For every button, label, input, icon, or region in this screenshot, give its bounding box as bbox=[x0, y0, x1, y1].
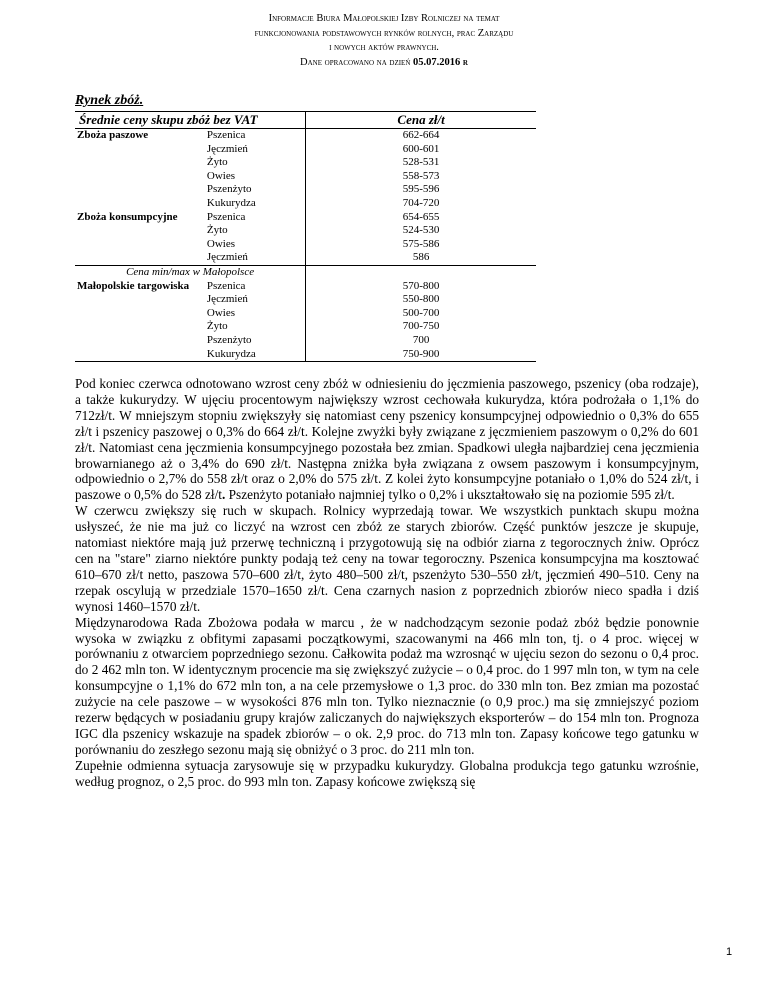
grain-name: Owies bbox=[206, 237, 236, 250]
header-line-4 bbox=[0, 56, 768, 71]
minmax-header-row bbox=[75, 265, 536, 279]
table-header-row bbox=[75, 112, 536, 129]
paragraph-1: Pod koniec czerwca odnotowano wzrost ceny zbóż w odniesieniu do jęczmienia paszowego, pszenicy (oba rodzaje), a także kukurydzy. W ujęciu procentowym największy wzrost cechowała kukurydza, która podrożała o 1,1% do 712zł/t. W mniejszym stopniu zwiększyły się natomiast ceny pszenicy konsumpcyjnej odpowiednio o 0,3% do 655 zł/t i pszenicy paszowej o 0,3% do 664 zł/t. Kolejne zwyżki były związane z jęczmieniem paszowym o 0,2% do 601 zł/t. Natomiast cena jęczmienia konsumpcyjnego pozostała bez zmian. Spadkowi uległa najbardziej cena jęczmienia browarnianego aż o 3,4% do 690 zł/t. Następna zniżka była związana z owsem paszowym i konsumpcyjnym, odpowiednio o 2,7% do 558 zł/t oraz o 2,0% do 575 zł/t. Z kolei żyto konsumpcyjne potaniało o 1,0% do 524 zł/t, i paszowe o 0,5% do 528 zł/t. Pszenżyto potaniało najmniej tylko o 0,2% i ukształtowało się na poziomie 595 zł/t. bbox=[75, 376, 699, 503]
grain-price: 704-720 bbox=[306, 197, 536, 211]
section-title: Rynek zbóż. bbox=[75, 93, 144, 108]
grain-name: Pszenica bbox=[206, 129, 246, 141]
grain-name: Pszenica bbox=[206, 210, 246, 223]
grain-name: Kukurydza bbox=[205, 348, 306, 362]
table-row bbox=[75, 183, 536, 197]
minmax-header: Cena min/max w Małopolsce bbox=[75, 265, 306, 279]
group-name: Zboża paszowe bbox=[77, 129, 149, 141]
header-line-3: i nowych aktów prawnych. bbox=[329, 42, 439, 53]
grain-price: 575-586 bbox=[306, 238, 536, 252]
table-row bbox=[75, 334, 536, 348]
table-groups bbox=[75, 129, 536, 266]
table-row bbox=[75, 170, 536, 184]
table-row bbox=[75, 238, 536, 252]
paragraph-2: W czerwcu zwiększy się ruch w skupach. Rolnicy wyprzedają towar. We wszystkich punktach skupu można usłyszeć, że nie ma już co liczyć na wzrost cen zbóż ze starych zbiorów. Część punktów jeszcze je skupuje, natomiast niektóre mają już przerwę techniczną i przygotowują się na odbiór ziarna z tegorocznych żniw. Oprócz cen na "stare" ziarno niektóre punkty podają też ceny na towar tegoroczny. Pszenica konsumpcyjna ma kosztować 610–670 zł/t netto, paszowa 570–600 zł/t, żyto 480–500 zł/t, pszenżyto 530–550 zł/t, jęczmień 490–510. Ceny na rzepak oscylują w przedziale 1570–1650 zł/t. Cena czarnych nasion z poprzednich zbiorów nieco spadła i dziś wynosi 1460–1570 zł/t. bbox=[75, 503, 699, 614]
table-row bbox=[75, 197, 536, 211]
grain-name: Pszenżyto bbox=[206, 333, 252, 346]
grain-price: 528-531 bbox=[306, 156, 536, 170]
grain-name: Owies bbox=[206, 169, 236, 182]
paragraph-4: Zupełnie odmienna sytuacja zarysowuje się w przypadku kukurydzy. Globalna produkcja tego gatunku wzrośnie, według prognoz, o 2,5 proc. do 993 mln ton. Zapasy końcowe zwiększą się bbox=[75, 757, 699, 789]
table-row bbox=[75, 320, 536, 334]
table-row bbox=[75, 224, 536, 238]
grain-name: Jęczmień bbox=[206, 293, 248, 306]
grain-price: 570-800 bbox=[306, 280, 536, 294]
grain-price: 700-750 bbox=[306, 320, 536, 334]
grain-name: Pszenica bbox=[206, 279, 246, 292]
table-row bbox=[75, 129, 536, 143]
table-row bbox=[75, 280, 536, 294]
grain-name: Żyto bbox=[206, 320, 228, 333]
grain-price: 586 bbox=[306, 251, 536, 265]
grain-price: 550-800 bbox=[306, 293, 536, 307]
grain-name: Żyto bbox=[206, 224, 228, 237]
paragraph-3: Międzynarodowa Rada Zbożowa podała w marcu , że w nadchodzącym sezonie podaż zbóż będzie ponownie wysoka w związku z obfitymi zapasami początkowymi, szacowanymi na 466 mln ton, tj. o 4 proc. więcej w porównaniu z otwarciem poprzedniego sezonu. Całkowita podaż ma wzrosnąć w ujęciu sezon do sezonu o 0,4 proc. do 2 462 mln ton. W identycznym procencie ma się zwiększyć zużycie – o 0,4 proc. do 1 997 mln ton, w tym na cele konsumpcyjne o 1,1% do 672 mln ton, a na cele przemysłowe o 1,3 proc. do 330 mln ton. Bez zmian ma pozostać zużycie na cele paszowe – w wysokości 876 mln ton. Tylko nieznacznie (o 0,9 proc.) ma się zmniejszyć poziom rezerw będących w posiadaniu grupy krajów zaliczanych do największych eksporterów – do 154 mln ton. Prognoza IGC dla pszenicy wskazuje na spadek zbiorów – o ok. 2,9 proc. do 713 mln ton. Zapasy końcowe tego gatunku w porównaniu do zeszłego sezonu mają się obniżyć o 3 proc. do 211 mln ton. bbox=[75, 614, 699, 757]
group-name: Małopolskie targowiska bbox=[77, 279, 190, 292]
grain-price: 700 bbox=[306, 334, 536, 348]
table-row bbox=[75, 348, 536, 362]
grain-price: 524-530 bbox=[306, 224, 536, 238]
grain-price: 600-601 bbox=[306, 143, 536, 157]
body-text bbox=[75, 376, 699, 790]
table-header-price: Cena zł/t bbox=[306, 112, 536, 129]
header-date-prefix: Dane opracowano na dzień bbox=[300, 56, 411, 68]
table-row bbox=[75, 156, 536, 170]
header-line-2: funkcjonowania podstawowych rynków rolnych, prac Zarządu bbox=[254, 27, 514, 39]
document-header bbox=[0, 12, 768, 70]
page-number: 1 bbox=[726, 946, 733, 958]
price-table bbox=[75, 111, 536, 362]
grain-price: 662-664 bbox=[306, 129, 536, 143]
grain-price: 750-900 bbox=[306, 348, 536, 362]
table-row bbox=[75, 307, 536, 321]
table-row bbox=[75, 211, 536, 225]
grain-price: 558-573 bbox=[306, 170, 536, 184]
grain-price: 654-655 bbox=[306, 211, 536, 225]
group-name: Zboża konsumpcyjne bbox=[77, 210, 178, 223]
grain-name: Żyto bbox=[206, 156, 228, 169]
grain-name: Pszenżyto bbox=[206, 183, 252, 196]
table-row bbox=[75, 293, 536, 307]
header-line-1: Informacje Biura Małopolskiej Izby Rolniczej na temat bbox=[268, 13, 500, 24]
grain-name: Owies bbox=[206, 306, 236, 319]
grain-name: Kukurydza bbox=[206, 196, 256, 209]
grain-name: Jęczmień bbox=[206, 142, 248, 155]
grain-price: 500-700 bbox=[306, 307, 536, 321]
grain-name: Jęczmień bbox=[206, 251, 248, 264]
header-date: 05.07.2016 r bbox=[413, 56, 468, 68]
table-market bbox=[75, 280, 536, 362]
table-row bbox=[75, 143, 536, 157]
grain-price: 595-596 bbox=[306, 183, 536, 197]
table-header-grain: Średnie ceny skupu zbóż bez VAT bbox=[75, 112, 306, 129]
table-row bbox=[75, 251, 536, 265]
